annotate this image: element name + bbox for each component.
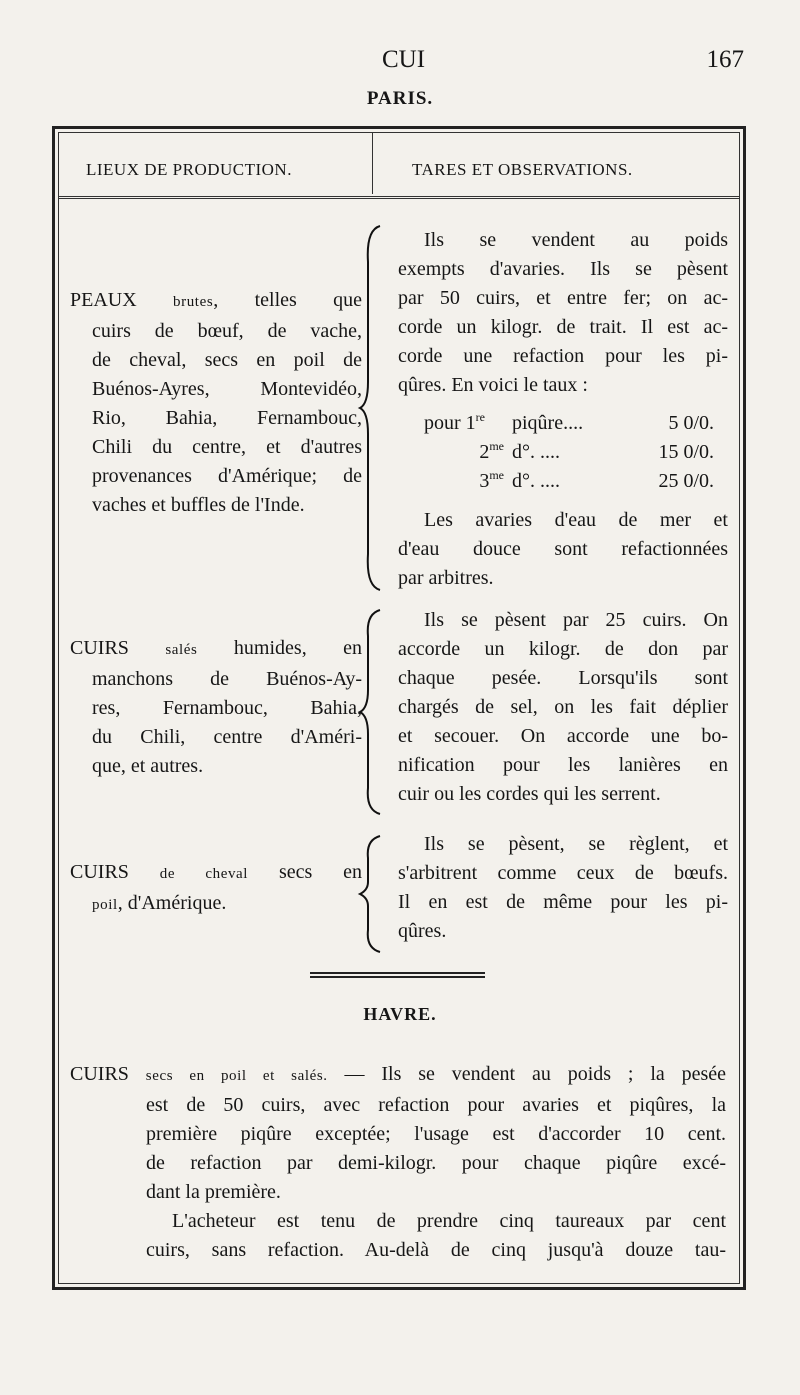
entry-1-observations-cont: Les avaries d'eau de mer et d'eau douce sont refactionnées par arbitres. (398, 509, 728, 589)
section-title-havre: HAVRE. (363, 1004, 437, 1024)
rate-row-2: $2^{me}$ d°. .... 15 0/0. (479, 439, 714, 463)
column-header-left: LIEUX DE PRODUCTION. (86, 160, 292, 179)
rate-row-3: $3^{me}$ d°. .... 25 0/0. (479, 468, 714, 492)
entry-2-place: CUIRS salés humides, en manchons de Buénos-Ay- res, Fernambouc, Bahia, du Chili, centre d'Améri- que, et autres. (70, 637, 362, 777)
column-divider (372, 132, 373, 194)
column-header-right: TARES ET OBSERVATIONS. (412, 160, 633, 179)
running-head: CUI (382, 46, 426, 73)
entry-1-place: PEAUX brutes, telles que cuirs de bœuf, de vache, de cheval, secs en poil de Buénos-Ayres, Montevidéo, Rio, Bahia, Fernambouc, Chili du centre, et d'autres provenances d'Amérique; de vaches et buffles de l'Inde. (70, 289, 362, 516)
entry-2-observations: Ils se pèsent par 25 cuirs. On accorde un kilogr. de don par chaque pesée. Lorsqu'ils sont chargés de sel, on les fait déplier et secouer. On accorde une bo- nification pour les lanières en cuir ou les cordes qui les serrent. (398, 609, 728, 805)
page-number: 167 (706, 46, 744, 73)
brace-entry-3 (356, 832, 386, 956)
header-rule (58, 196, 740, 199)
brace-entry-2 (356, 606, 386, 818)
havre-paragraph: CUIRS secs en poil et salés. — Ils se vendent au poids ; la pesée est de 50 cuirs, avec refaction pour avaries et piqûres, la première piqûre exceptée; l'usage est d'accorder 10 cent. de refaction par demi-kilogr. pour chaque piqûre excé- dant la première. L'acheteur est tenu de prendre cinq taureaux par cent cuirs, sans refaction. Au-delà de cinq jusqu'à douze tau- (70, 1063, 727, 1261)
entry-3-observations: Ils se pèsent, se règlent, et s'arbitrent comme ceux de bœufs. Il en est de même pour les pi- qûres. (398, 833, 728, 942)
section-divider (310, 972, 485, 978)
brace-entry-1 (356, 222, 386, 594)
section-title-paris: PARIS. (366, 88, 434, 109)
rate-row-1: pour 1re piqûre.... 5 0/0. (424, 410, 714, 434)
entry-1-observations: Ils se vendent au poids exempts d'avaries. Ils se pèsent par 50 cuirs, et entre fer; on ac- corde un kilogr. de trait. Il est ac- corde une refaction pour les pi- qûres. En voici le taux : (398, 229, 728, 396)
entry-3-place: CUIRS de cheval secs en poil, d'Amérique. (70, 861, 362, 914)
page-header (0, 46, 800, 78)
